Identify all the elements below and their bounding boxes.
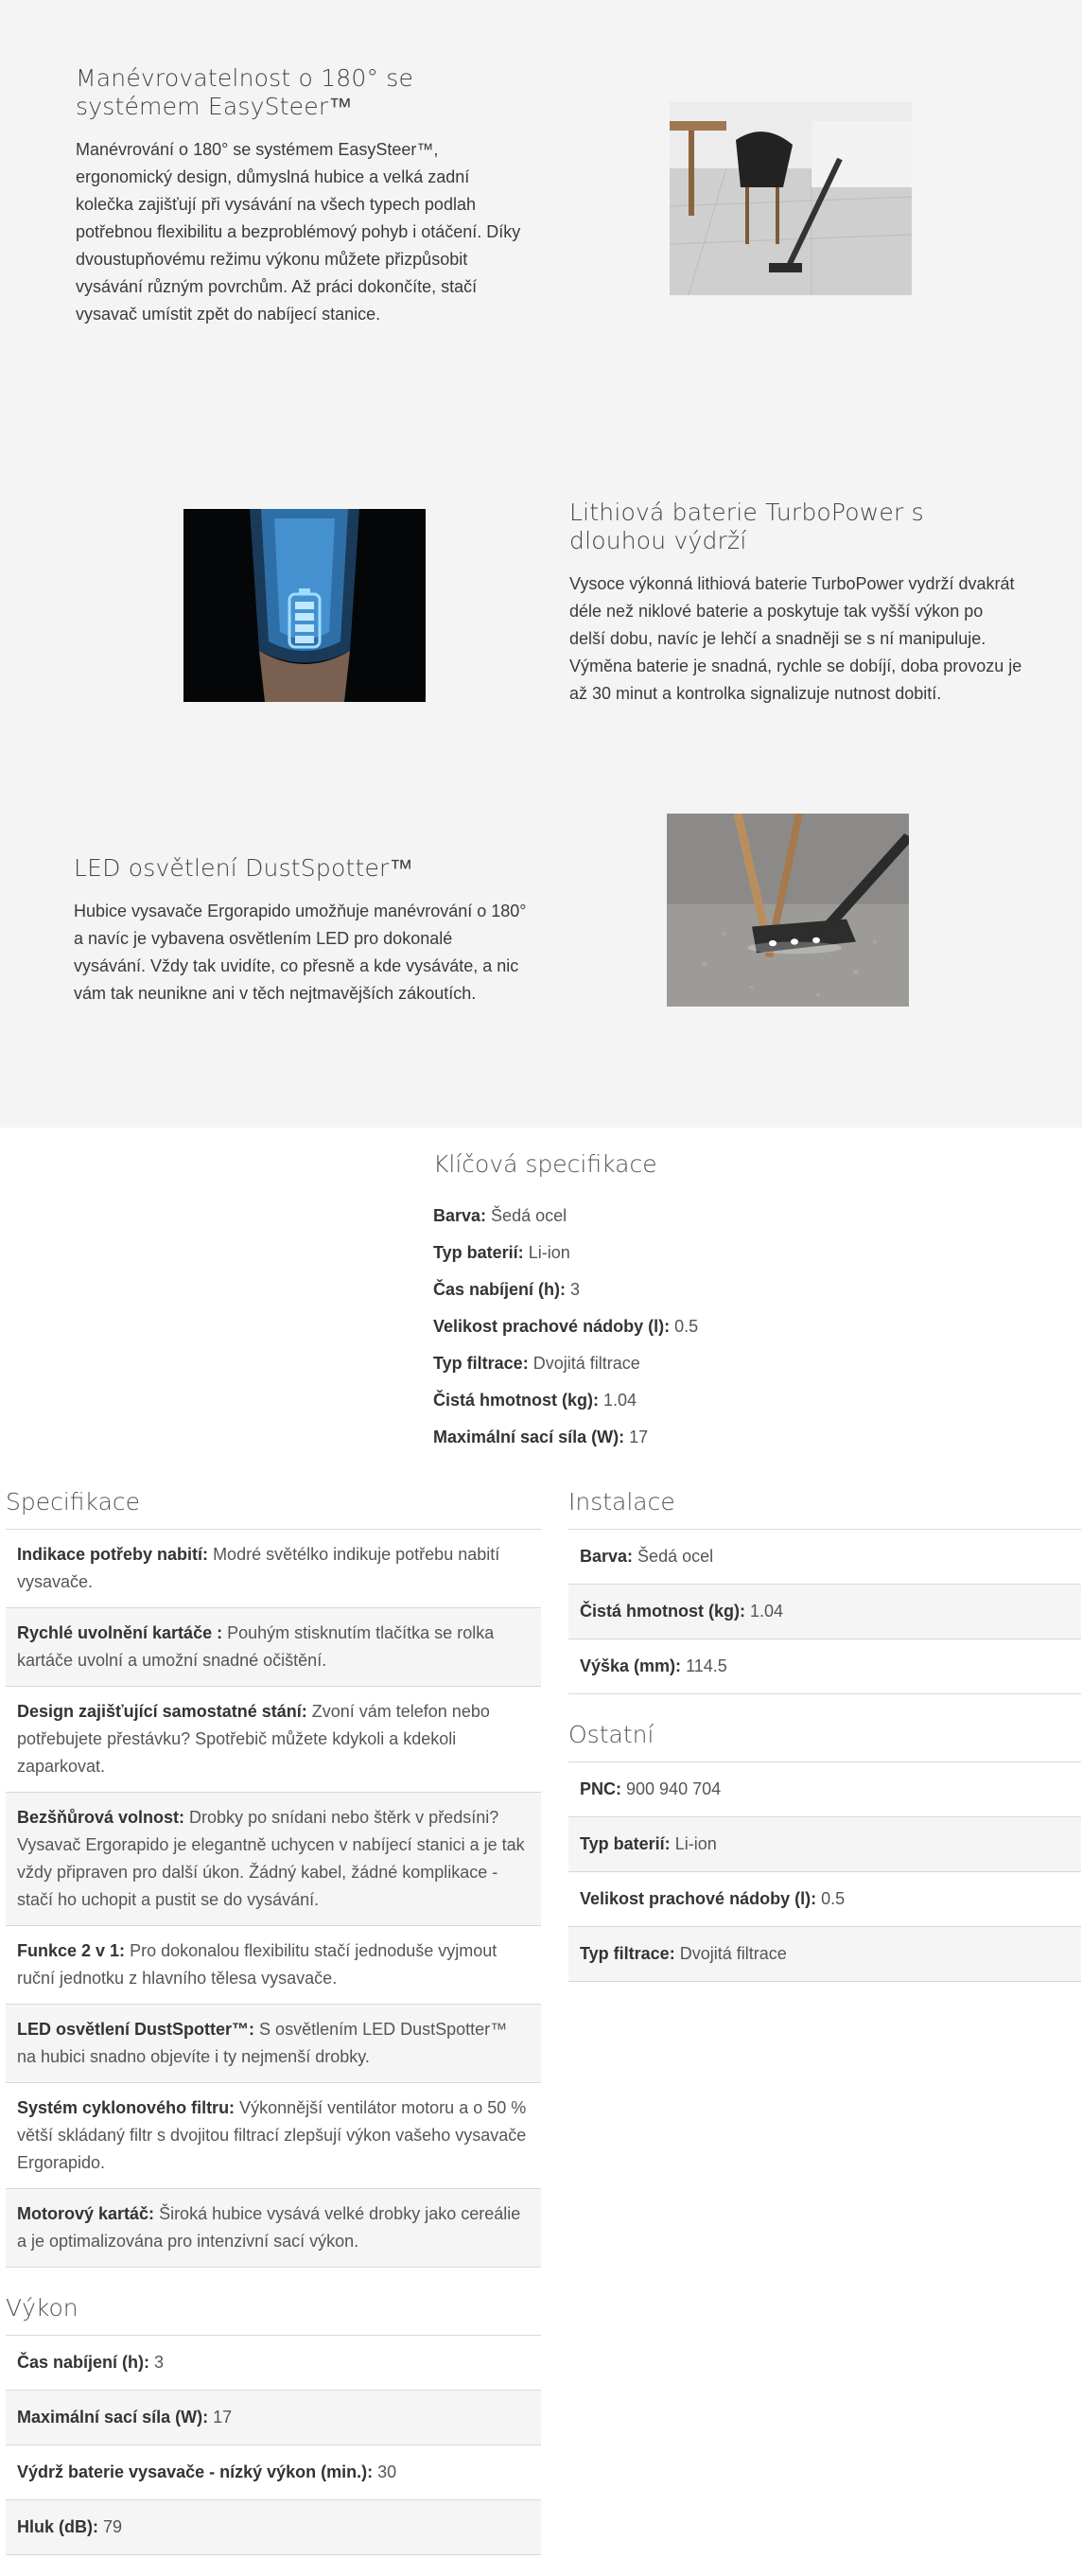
spec-label: Hluk (dB): <box>17 2517 98 2536</box>
spec-value: Dvojitá filtrace <box>679 1944 787 1963</box>
spec-value: 1.04 <box>603 1391 637 1410</box>
spec-label: Rychlé uvolnění kartáče : <box>17 1623 223 1642</box>
spec-column-right <box>568 1488 1081 1982</box>
instalace-title: Instalace <box>568 1488 675 1516</box>
vykon-list <box>6 2335 541 2555</box>
spec-label: Čistá hmotnost (kg): <box>580 1602 745 1621</box>
spec-label: Typ filtrace: <box>580 1944 675 1963</box>
spec-row <box>6 1687 541 1793</box>
spec-value: Li-ion <box>528 1243 570 1262</box>
spec-label: Typ baterií: <box>433 1243 524 1262</box>
key-spec-row <box>433 1308 1001 1345</box>
instalace-list <box>568 1529 1081 1694</box>
spec-label: LED osvětlení DustSpotter™: <box>17 2020 255 2039</box>
spec-label: Maximální sací síla (W): <box>17 2408 209 2427</box>
spec-row <box>568 1585 1081 1639</box>
spec-value: 79 <box>103 2517 123 2536</box>
feature-battery <box>569 499 1023 708</box>
spec-value: 900 940 704 <box>626 1779 722 1798</box>
spec-label: Systém cyklonového filtru: <box>17 2098 236 2117</box>
spec-value: 3 <box>570 1280 581 1299</box>
feature-description: Hubice vysavače Ergorapido umožňuje manévrování o 180° a navíc je vybavena osvětlením LED pro dokonalé vysávání. Vždy tak uvidíte, co přesně a kde vysáváte, a nic vám tak neunikne ani v těch nejtmavějších zákoutích. <box>74 902 527 1003</box>
spec-row <box>6 2445 541 2500</box>
key-spec-row <box>433 1271 1001 1308</box>
spec-label: Indikace potřeby nabití: <box>17 1545 209 1564</box>
spec-label: Výška (mm): <box>580 1656 682 1675</box>
spec-row <box>568 1872 1081 1927</box>
spec-row <box>6 1530 541 1608</box>
spec-value: Šedá ocel <box>637 1547 714 1566</box>
spec-label: Typ baterií: <box>580 1834 671 1853</box>
spec-label: Čas nabíjení (h): <box>433 1280 567 1299</box>
spec-value: 114.5 <box>686 1656 727 1675</box>
spec-value: 1.04 <box>750 1602 784 1621</box>
spec-row <box>6 2005 541 2083</box>
spec-label: Funkce 2 v 1: <box>17 1941 126 1960</box>
spec-label: Čistá hmotnost (kg): <box>433 1391 599 1410</box>
spec-row <box>568 1762 1081 1817</box>
spec-row <box>568 1639 1081 1694</box>
key-spec-row <box>433 1382 1001 1419</box>
spec-row <box>568 1927 1081 1982</box>
key-spec-list <box>433 1198 1001 1456</box>
spec-value: Pouhým stisknutím tlačítka se rolka kartáče uvolní a umožní snadné očištění. <box>17 1623 495 1670</box>
spec-value: 0.5 <box>674 1317 699 1336</box>
feature-title: Lithiová baterie TurboPower s dlouhou výdrží <box>569 499 924 554</box>
spec-value: Dvojitá filtrace <box>532 1354 640 1373</box>
specifikace-list <box>6 1529 541 2268</box>
spec-label: Výdrž baterie vysavače - nízký výkon (min.): <box>17 2462 374 2481</box>
feature-title: LED osvětlení DustSpotter™ <box>74 854 413 882</box>
specifikace-title: Specifikace <box>6 1488 141 1516</box>
key-spec-row <box>433 1345 1001 1382</box>
spec-label: Motorový kartáč: <box>17 2204 155 2223</box>
feature-title: Manévrovatelnost o 180° se systémem EasySteer™ <box>76 64 414 120</box>
spec-label: Velikost prachové nádoby (l): <box>433 1317 671 1336</box>
spec-value: 0.5 <box>821 1889 846 1908</box>
spec-row <box>568 1817 1081 1872</box>
spec-label: Design zajišťující samostatné stání: <box>17 1702 307 1721</box>
spec-label: Barva: <box>580 1547 634 1566</box>
battery-image <box>183 509 426 702</box>
spec-value: Široká hubice vysává velké drobky jako cereálie a je optimalizována pro intenzivní sací výkon. <box>17 2204 521 2251</box>
vykon-title: Výkon <box>6 2294 79 2322</box>
feature-easysteer <box>76 64 530 328</box>
spec-label: PNC: <box>580 1779 621 1798</box>
key-spec-row <box>433 1198 1001 1235</box>
spec-value: S osvětlením LED DustSpotter™ na hubici snadno objevíte i ty nejmenší drobky. <box>17 2020 508 2066</box>
spec-value: Li-ion <box>674 1834 717 1853</box>
spec-value: 17 <box>629 1428 649 1446</box>
spec-row <box>6 2336 541 2391</box>
spec-label: Čas nabíjení (h): <box>17 2353 150 2372</box>
features-section <box>0 0 1082 1128</box>
spec-value: Modré světélko indikuje potřebu nabití vysavače. <box>17 1545 500 1591</box>
spec-row <box>6 1926 541 2005</box>
spec-row <box>568 1530 1081 1585</box>
spec-row <box>6 2189 541 2268</box>
spec-label: Maximální sací síla (W): <box>433 1428 625 1446</box>
spec-value: Drobky po snídani nebo štěrk v předsíni? Vysavač Ergorapido je elegantně uchycen v nabíjecí stanici a je tak vždy připraven pro další úkon. Žádný kabel, žádné komplikace - stačí ho uchopit a pustit se do vysávání. <box>17 1808 525 1909</box>
spec-row <box>6 2500 541 2555</box>
spec-label: Barva: <box>433 1206 487 1225</box>
spec-row <box>6 2083 541 2189</box>
spec-row <box>6 1793 541 1926</box>
spec-label: Bezšňůrová volnost: <box>17 1808 185 1827</box>
key-spec-row <box>433 1235 1001 1271</box>
spec-value: Zvoní vám telefon nebo potřebujete přestávku? Spotřebič můžete kdykoli a kdekoli zaparkovat. <box>17 1702 490 1776</box>
dustspotter-image <box>667 814 909 1007</box>
spec-column-left <box>6 1488 541 2555</box>
spec-value: 17 <box>213 2408 233 2427</box>
spec-row <box>6 1608 541 1687</box>
feature-description: Manévrování o 180° se systémem EasySteer™, ergonomický design, důmyslná hubice a velká zadní kolečka zajišťují při vysávání na všech typech podlah potřebnou flexibilitu a bezproblémový pohyb i otáčení. Díky dvoustupňovému režimu výkonu můžete přizpůsobit vysávání různým povrchům. Až práci dokončíte, stačí vysavač umístit zpět do nabíjecí stanice. <box>76 140 521 324</box>
key-specification <box>433 1150 1001 1456</box>
spec-label: Typ filtrace: <box>433 1354 529 1373</box>
easysteer-image <box>670 102 912 295</box>
spec-value: Výkonnější ventilátor motoru a o 50 % větší skládaný filtr s dvojitou filtrací zlepšují výkon vašeho vysavače Ergorapido. <box>17 2098 527 2172</box>
spec-row <box>6 2391 541 2445</box>
spec-value: 3 <box>154 2353 165 2372</box>
spec-value: Pro dokonalou flexibilitu stačí jednoduše vyjmout ruční jednotku z hlavního tělesa vysavače. <box>17 1941 497 1988</box>
feature-description: Vysoce výkonná lithiová baterie TurboPower vydrží dvakrát déle než niklové baterie a poskytuje tak vyšší výkon po delší dobu, navíc je lehčí a snadněji se s ní manipuluje. Výměna baterie je snadná, rychle se dobíjí, doba provozu je až 30 minut a kontrolka signalizuje nutnost dobití. <box>569 574 1022 703</box>
key-spec-row <box>433 1419 1001 1456</box>
key-spec-title: Klíčová specifikace <box>433 1150 657 1178</box>
feature-dustspotter <box>74 854 528 1008</box>
spec-value: 30 <box>377 2462 397 2481</box>
spec-value: Šedá ocel <box>491 1206 567 1225</box>
spec-label: Velikost prachové nádoby (l): <box>580 1889 817 1908</box>
ostatni-list <box>568 1761 1081 1982</box>
ostatni-title: Ostatní <box>568 1721 654 1748</box>
